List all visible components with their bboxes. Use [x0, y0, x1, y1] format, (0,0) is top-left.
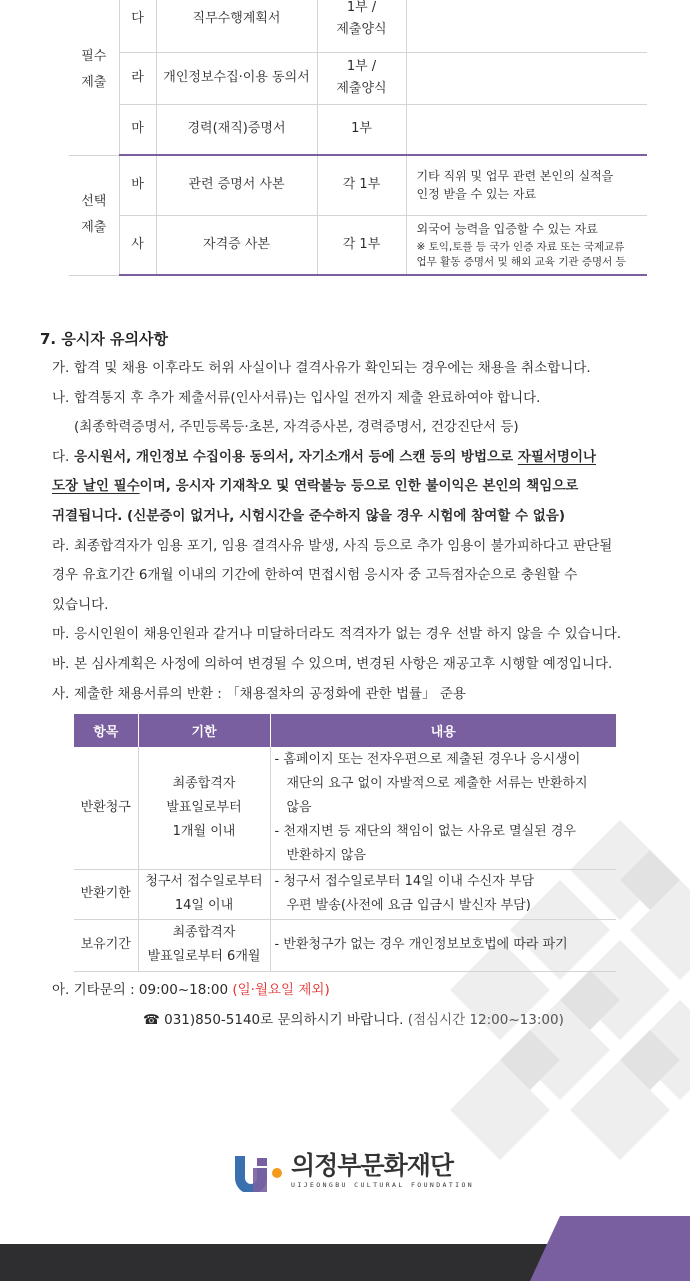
note-main: 외국어 능력을 입증할 수 있는 자료: [416, 221, 598, 236]
return-content: [270, 919, 616, 971]
item-marker: 라.: [52, 537, 70, 554]
item-text: 본 심사계획은 사정에 의하여 변경될 수 있으며, 변경된 사항은 재공고후 시행할 예정입니다.: [74, 655, 613, 672]
contact-label: 기타문의 : 09:00~18:00: [73, 982, 233, 998]
list-item-paren: (최종학력증명서, 주민등록등·초본, 자격증사본, 경력증명서, 건강진단서 등): [74, 419, 519, 436]
content-line: - 홈페이지 또는 전자우편으로 제출된 경우나 응시생이 재단의 요구 없이 자발적으로 제출한 서류는 반환하지 않음: [274, 751, 588, 815]
list-item-continuation: [52, 472, 652, 502]
section-title: 7. 응시자 유의사항: [40, 330, 169, 348]
return-period: 청구서 접수일로부터 14일 이내: [138, 869, 270, 919]
document-list-table: [69, 0, 647, 276]
column-header: 항목: [74, 714, 138, 747]
notice-list: [52, 354, 652, 709]
document-name: 개인정보수집·이용 동의서: [156, 52, 317, 104]
document-return-table: [74, 714, 616, 972]
return-content: [270, 869, 616, 919]
list-item: [52, 354, 652, 384]
table-row: [69, 0, 647, 52]
document-note: [406, 0, 647, 52]
contact-phone: [143, 1006, 564, 1034]
list-item-continuation: 귀결됩니다. (신분증이 없거나, 시험시간을 준수하지 않을 경우 시험에 참여할 수 없음): [52, 507, 565, 524]
table-row: [69, 215, 647, 275]
item-text: 이며, 응시자 기재착오 및 연락불능 등으로 인한 불이익은 본인의 책임으로: [139, 478, 579, 495]
item-marker: 아.: [52, 982, 70, 998]
phone-icon: ☎: [143, 1012, 160, 1028]
group-label-required: 필수 제출: [69, 0, 119, 155]
note-sub: ※ 토익,토플 등 국가 인증 자료 또는 국제교류 업무 활동 증명서 및 해외 교육 기관 증명서 등: [416, 240, 626, 268]
content-line: - 반환청구가 없는 경우 개인정보보호법에 따라 파기: [274, 937, 568, 952]
item-text: 제출한 채용서류의 반환 : 「채용절차의 공정화에 관한 법률」 준용: [74, 685, 466, 702]
item-marker: 다.: [52, 448, 70, 465]
document-note: [406, 52, 647, 104]
item-marker: 나.: [52, 389, 70, 406]
document-name: 자격증 사본: [156, 215, 317, 275]
phone-text: 031)850-5140로 문의하시기 바랍니다.: [159, 1012, 408, 1028]
document-quantity: 1부 / 제출양식: [317, 52, 406, 104]
row-index: 라: [119, 52, 156, 104]
item-text-underlined: 자필서명이나: [517, 448, 597, 465]
item-text-underlined: 도장 날인 필수: [52, 478, 140, 495]
document-name: 경력(재직)증명서: [156, 104, 317, 155]
contact-closed-days: (일·월요일 제외): [232, 982, 330, 998]
table-row: [69, 104, 647, 155]
document-quantity: 1부: [317, 104, 406, 155]
lunch-time: (점심시간 12:00~13:00): [407, 1012, 564, 1028]
content-line: - 청구서 접수일로부터 14일 이내 수신자 부담 우편 발송(사전에 요금 입금시 발신자 부담): [274, 874, 535, 913]
row-index: 다: [119, 0, 156, 52]
list-item: [52, 680, 652, 710]
return-item: 보유기간: [74, 919, 138, 971]
item-text: 응시원서, 개인정보 수집이용 동의서, 자기소개서 등에 스캔 등의 방법으로: [74, 448, 518, 465]
document-name: 직무수행계획서: [156, 0, 317, 52]
item-marker: 사.: [52, 685, 70, 702]
item-marker: 가.: [52, 360, 70, 376]
item-text: 응시인원이 채용인원과 같거나 미달하더라도 적격자가 없는 경우 선발 하지 않을 수 있습니다.: [74, 626, 622, 643]
document-name: 관련 증명서 사본: [156, 155, 317, 215]
list-item: [52, 650, 652, 680]
table-row: [74, 747, 616, 869]
row-index: 바: [119, 155, 156, 215]
list-item-continuation: 있습니다.: [52, 596, 109, 613]
item-text: 최종합격자가 임용 포기, 임용 결격사유 발생, 사직 등으로 추가 임용이 불가피하다고 판단될: [74, 537, 613, 554]
logo-mark-icon: [233, 1154, 271, 1192]
table-row: [69, 52, 647, 104]
table-row: [74, 919, 616, 971]
return-item: 반환청구: [74, 747, 138, 869]
document-note: [406, 104, 647, 155]
return-content: [270, 747, 616, 869]
column-header: 기한: [138, 714, 270, 747]
list-item-continuation: 경우 유효기간 6개월 이내의 기간에 한하여 면접시험 응시자 중 고득점자순으로 충원할 수: [52, 567, 578, 584]
document-quantity: 각 1부: [317, 155, 406, 215]
table-row: [69, 155, 647, 215]
item-text: 합격 및 채용 이후라도 허위 사실이나 결격사유가 확인되는 경우에는 채용을 취소합니다.: [74, 360, 591, 376]
row-index: 마: [119, 104, 156, 155]
document-quantity: 1부 / 제출양식: [317, 0, 406, 52]
item-marker: 바.: [52, 655, 70, 672]
logo-text: 의정부문화재단: [291, 1151, 454, 1180]
item-marker: 마.: [52, 626, 70, 643]
logo-dot-icon: [271, 1167, 283, 1179]
list-item: [52, 443, 652, 473]
table-row: [74, 869, 616, 919]
group-label-optional: 선택 제출: [69, 155, 119, 275]
return-period: 최종합격자 발표일로부터 1개월 이내: [138, 747, 270, 869]
footer-accent-shape: [530, 1216, 690, 1281]
list-item: [52, 620, 652, 650]
contact-hours: [52, 976, 330, 1004]
document-quantity: 각 1부: [317, 215, 406, 275]
logo-subtext: UIJEONGBU CULTURAL FOUNDATION: [291, 1181, 475, 1189]
content-line: - 천재지변 등 재단의 책임이 없는 사유로 멸실된 경우 반환하지 않음: [274, 823, 576, 863]
document-note: 기타 직위 및 업무 관련 본인의 실적을 인정 받을 수 있는 자료: [406, 155, 647, 215]
row-index: 사: [119, 215, 156, 275]
list-item: [52, 384, 652, 414]
return-period: 최종합격자 발표일로부터 6개월: [138, 919, 270, 971]
list-item: [52, 532, 652, 562]
item-text: 합격통지 후 추가 제출서류(인사서류)는 입사일 전까지 제출 완료하여야 합니다.: [74, 389, 541, 406]
table-header-row: [74, 714, 616, 747]
column-header: 내용: [270, 714, 616, 747]
foundation-logo: [233, 1150, 473, 1194]
document-note: [406, 215, 647, 275]
return-item: 반환기한: [74, 869, 138, 919]
